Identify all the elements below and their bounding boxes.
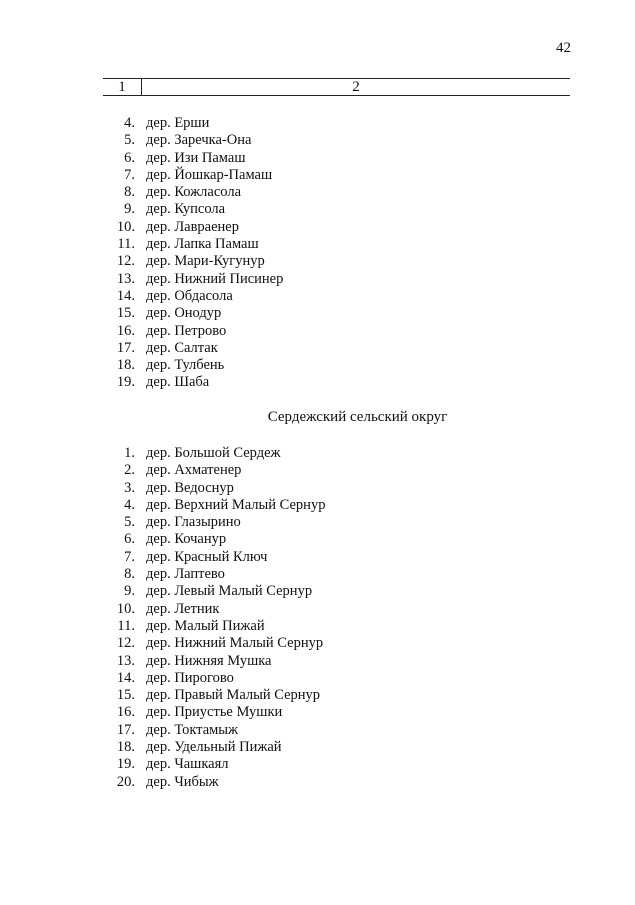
list-item-name: дер. Удельный Пижай: [146, 739, 282, 756]
list-item: [0, 271, 635, 288]
list-item-name: дер. Ахматенер: [146, 462, 242, 479]
list-item-name: дер. Мари-Кугунур: [146, 253, 265, 270]
list-item-name: дер. Левый Малый Сернур: [146, 583, 313, 600]
list-item-number: 13.: [116, 270, 135, 287]
list-item: [0, 374, 635, 391]
list-item-number: 11.: [117, 236, 135, 253]
list-item-number: 19.: [116, 374, 135, 391]
list-item-name: дер. Лавраенер: [146, 218, 239, 235]
list-item-number: 1.: [124, 445, 135, 461]
list-item-number: 8.: [124, 566, 135, 583]
list-item-name: дер. Лапка Памаш: [146, 236, 259, 253]
list-item-number: 3.: [124, 479, 135, 496]
list-item-number: 19.: [116, 756, 135, 773]
list-item: [0, 184, 635, 201]
list-item-name: дер. Ерши: [146, 115, 210, 131]
list-item: [0, 201, 635, 218]
list-item: [0, 497, 635, 514]
list-item: [0, 704, 635, 721]
list-item-name: дер. Красный Ключ: [146, 548, 268, 565]
table-header-col-2: 2: [352, 79, 360, 95]
list-item: [0, 739, 635, 756]
list-item: [0, 357, 635, 374]
list-item-name: дер. Шаба: [146, 374, 210, 391]
list-item-number: 7.: [124, 166, 135, 183]
list-item: [0, 531, 635, 548]
list-item-name: дер. Петрово: [146, 322, 227, 339]
list-item-name: дер. Правый Малый Сернур: [146, 687, 321, 704]
list-item-number: 17.: [116, 339, 135, 356]
list-item-name: дер. Обдасола: [146, 287, 233, 304]
list-item-number: 11.: [117, 617, 135, 634]
list-item-name: дер. Заречка-Она: [146, 132, 252, 149]
list-item-name: дер. Изи Памаш: [146, 149, 246, 166]
list-item: [0, 653, 635, 670]
list-item: [0, 601, 635, 618]
list-item-name: дер. Пирогово: [146, 669, 234, 686]
list-item-number: 8.: [124, 184, 135, 201]
list-item: [0, 236, 635, 253]
list-item: [0, 635, 635, 652]
list-item-name: дер. Тулбень: [146, 357, 225, 374]
list-item-name: дер. Большой Сердеж: [146, 445, 281, 461]
list-item-number: 13.: [116, 652, 135, 669]
list-item: [0, 323, 635, 340]
list-item-name: дер. Кочанур: [146, 531, 227, 548]
list-item-number: 4.: [124, 496, 135, 513]
list-item: [0, 774, 635, 791]
list-item: [0, 340, 635, 357]
list-item-number: 15.: [116, 305, 135, 322]
list-item-number: 2.: [124, 462, 135, 479]
list-item: [0, 722, 635, 739]
list-item-number: 6.: [124, 149, 135, 166]
list-item: [0, 583, 635, 600]
settlement-list-continued: [0, 115, 635, 392]
settlement-list-serdezh: [0, 445, 635, 791]
list-item: [0, 566, 635, 583]
list-item: [0, 219, 635, 236]
list-item-name: дер. Летник: [146, 600, 220, 617]
list-item-name: дер. Чибыж: [146, 773, 219, 790]
list-item: [0, 618, 635, 635]
list-item-name: дер. Малый Пижай: [146, 617, 265, 634]
list-item: [0, 288, 635, 305]
list-item-name: дер. Ведоснур: [146, 479, 234, 496]
list-item-name: дер. Йошкар-Памаш: [146, 166, 273, 183]
list-item-number: 18.: [116, 357, 135, 374]
list-item: [0, 756, 635, 773]
list-item-number: 6.: [124, 531, 135, 548]
list-item-name: дер. Нижняя Мушка: [146, 652, 272, 669]
list-item-number: 12.: [116, 635, 135, 652]
list-item-number: 16.: [116, 704, 135, 721]
list-item: [0, 445, 635, 462]
list-item-number: 9.: [124, 201, 135, 218]
list-item-number: 17.: [116, 721, 135, 738]
list-item-name: дер. Чашкаял: [146, 756, 229, 773]
list-item: [0, 132, 635, 149]
list-item-number: 5.: [124, 514, 135, 531]
list-item-number: 5.: [124, 132, 135, 149]
list-item-name: дер. Глазырино: [146, 514, 241, 531]
list-item-number: 20.: [116, 773, 135, 790]
list-item-number: 14.: [116, 287, 135, 304]
list-item-name: дер. Онодур: [146, 305, 222, 322]
list-item-name: дер. Нижний Писинер: [146, 270, 284, 287]
list-item-name: дер. Кожласола: [146, 184, 242, 201]
list-item-number: 7.: [124, 548, 135, 565]
list-item: [0, 462, 635, 479]
table-header: [103, 78, 570, 96]
list-item-number: 9.: [124, 583, 135, 600]
list-item: [0, 480, 635, 497]
list-item-name: дер. Приустье Мушки: [146, 704, 283, 721]
list-item: [0, 115, 635, 132]
list-item-name: дер. Салтак: [146, 339, 218, 356]
list-item: [0, 305, 635, 322]
section-heading: Сердежский сельский округ: [267, 409, 448, 425]
list-item-number: 10.: [116, 218, 135, 235]
list-item-name: дер. Лаптево: [146, 566, 225, 583]
list-item: [0, 514, 635, 531]
page-number: 42: [556, 40, 571, 56]
list-item-name: дер. Нижний Малый Сернур: [146, 635, 324, 652]
list-item-number: 15.: [116, 687, 135, 704]
list-item: [0, 670, 635, 687]
list-item: [0, 150, 635, 167]
list-item: [0, 549, 635, 566]
list-item-number: 12.: [116, 253, 135, 270]
list-item: [0, 687, 635, 704]
list-item-number: 18.: [116, 739, 135, 756]
list-item-name: дер. Токтамыж: [146, 721, 239, 738]
list-item: [0, 253, 635, 270]
list-item-name: дер. Купсола: [146, 201, 226, 218]
list-item-number: 4.: [124, 115, 135, 131]
list-item: [0, 167, 635, 184]
table-header-col-1: 1: [118, 79, 126, 95]
list-item-name: дер. Верхний Малый Сернур: [146, 496, 326, 513]
list-item-number: 10.: [116, 600, 135, 617]
list-item-number: 16.: [116, 322, 135, 339]
list-item-number: 14.: [116, 669, 135, 686]
